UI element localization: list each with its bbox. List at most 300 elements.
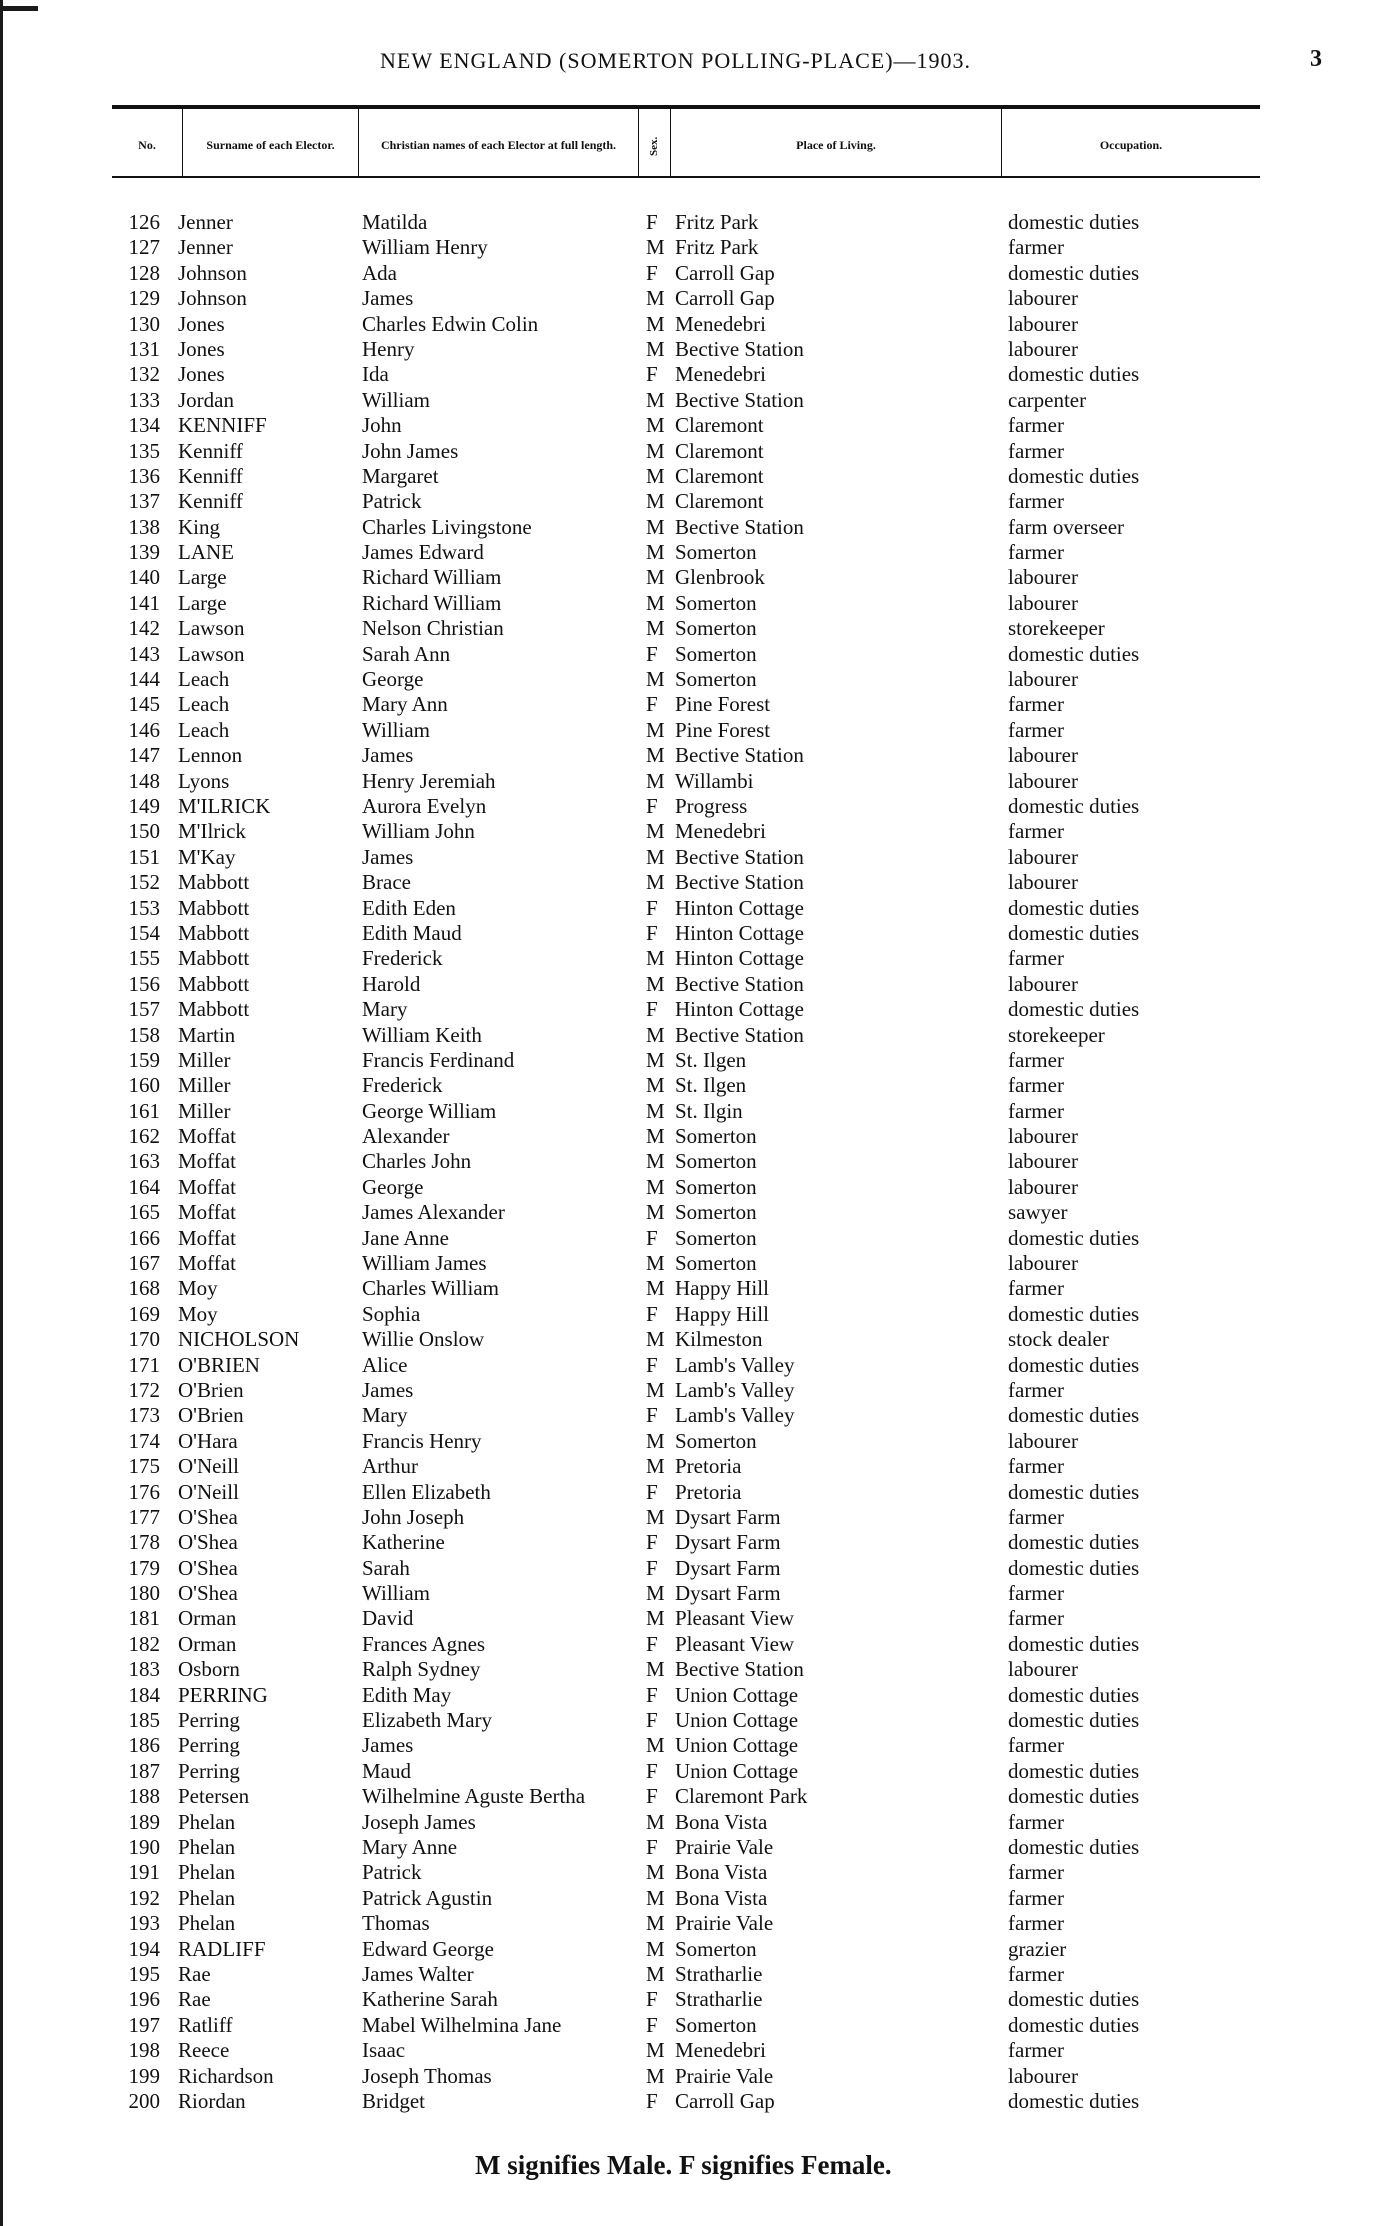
elector-occupation: farmer bbox=[1008, 1504, 1064, 1529]
elector-sex: F bbox=[646, 362, 658, 387]
elector-sex: M bbox=[646, 1327, 665, 1352]
elector-place-of-living: Dysart Farm bbox=[675, 1555, 781, 1580]
elector-place-of-living: Somerton bbox=[675, 590, 757, 615]
elector-occupation: domestic duties bbox=[1008, 1758, 1140, 1783]
elector-number: 184 bbox=[128, 1682, 160, 1707]
elector-place-of-living: Hinton Cottage bbox=[675, 946, 804, 971]
elector-christian-names: James bbox=[362, 286, 414, 311]
elector-row bbox=[0, 1632, 1382, 1657]
elector-number: 168 bbox=[128, 1276, 160, 1301]
elector-occupation: domestic duties bbox=[1008, 260, 1140, 285]
elector-sex: M bbox=[646, 971, 665, 996]
elector-sex: M bbox=[646, 463, 665, 488]
elector-place-of-living: Bective Station bbox=[675, 844, 804, 869]
elector-surname: Leach bbox=[178, 717, 230, 742]
elector-row bbox=[0, 1175, 1382, 1200]
elector-occupation: domestic duties bbox=[1008, 1708, 1140, 1733]
elector-surname: M'Kay bbox=[178, 844, 236, 869]
elector-place-of-living: Menedebri bbox=[675, 311, 766, 336]
elector-occupation: farmer bbox=[1008, 1047, 1064, 1072]
elector-number: 162 bbox=[128, 1124, 160, 1149]
elector-row bbox=[0, 1962, 1382, 1987]
elector-occupation: farmer bbox=[1008, 1733, 1064, 1758]
elector-christian-names: Isaac bbox=[362, 2038, 406, 2063]
elector-occupation: labourer bbox=[1008, 286, 1078, 311]
elector-number: 133 bbox=[128, 387, 160, 412]
elector-occupation: farmer bbox=[1008, 1885, 1064, 1910]
elector-christian-names: Mabel Wilhelmina Jane bbox=[362, 2012, 562, 2037]
elector-row bbox=[0, 870, 1382, 895]
elector-christian-names: Edith May bbox=[362, 1682, 452, 1707]
elector-row bbox=[0, 616, 1382, 641]
elector-occupation: domestic duties bbox=[1008, 793, 1140, 818]
elector-occupation: domestic duties bbox=[1008, 895, 1140, 920]
elector-surname: O'Shea bbox=[178, 1530, 238, 1555]
elector-christian-names: William Keith bbox=[362, 1022, 482, 1047]
elector-row bbox=[0, 1683, 1382, 1708]
elector-occupation: labourer bbox=[1008, 1124, 1078, 1149]
col-header-occupation: Occupation. bbox=[1099, 137, 1163, 152]
elector-place-of-living: Happy Hill bbox=[675, 1301, 769, 1326]
elector-row bbox=[0, 972, 1382, 997]
elector-sex: M bbox=[646, 235, 665, 260]
elector-row bbox=[0, 362, 1382, 387]
elector-place-of-living: Bona Vista bbox=[675, 1860, 768, 1885]
elector-place-of-living: Hinton Cottage bbox=[675, 895, 804, 920]
elector-surname: O'Shea bbox=[178, 1555, 238, 1580]
elector-number: 147 bbox=[128, 743, 160, 768]
elector-row bbox=[0, 591, 1382, 616]
elector-number: 198 bbox=[128, 2038, 160, 2063]
elector-place-of-living: Claremont bbox=[675, 489, 764, 514]
elector-row bbox=[0, 921, 1382, 946]
elector-number: 154 bbox=[128, 920, 160, 945]
elector-surname: M'Ilrick bbox=[178, 819, 246, 844]
elector-row bbox=[0, 1480, 1382, 1505]
elector-sex: F bbox=[646, 1758, 658, 1783]
elector-christian-names: Henry Jeremiah bbox=[362, 768, 496, 793]
elector-place-of-living: Union Cottage bbox=[675, 1708, 799, 1733]
elector-row bbox=[0, 1530, 1382, 1555]
elector-surname: Riordan bbox=[178, 2088, 246, 2113]
elector-number: 139 bbox=[128, 540, 160, 565]
elector-christian-names: William bbox=[362, 387, 430, 412]
elector-christian-names: Maud bbox=[362, 1758, 411, 1783]
elector-place-of-living: Union Cottage bbox=[675, 1758, 799, 1783]
elector-sex: M bbox=[646, 819, 665, 844]
elector-number: 176 bbox=[128, 1479, 160, 1504]
elector-place-of-living: Carroll Gap bbox=[675, 286, 775, 311]
elector-row bbox=[0, 1276, 1382, 1301]
elector-surname: O'Brien bbox=[178, 1377, 244, 1402]
elector-number: 128 bbox=[128, 260, 160, 285]
elector-occupation: farmer bbox=[1008, 717, 1064, 742]
elector-surname: Moy bbox=[178, 1301, 218, 1326]
elector-row bbox=[0, 1251, 1382, 1276]
elector-sex: F bbox=[646, 793, 658, 818]
elector-sex: F bbox=[646, 1555, 658, 1580]
elector-occupation: labourer bbox=[1008, 1174, 1078, 1199]
elector-occupation: farmer bbox=[1008, 1911, 1064, 1936]
elector-sex: M bbox=[646, 1936, 665, 1961]
elector-surname: Phelan bbox=[178, 1809, 236, 1834]
elector-number: 157 bbox=[128, 997, 160, 1022]
elector-place-of-living: Carroll Gap bbox=[675, 2088, 775, 2113]
elector-christian-names: Sarah Ann bbox=[362, 641, 451, 666]
elector-christian-names: John bbox=[362, 413, 402, 438]
elector-sex: F bbox=[646, 1403, 658, 1428]
elector-occupation: farmer bbox=[1008, 1606, 1064, 1631]
elector-surname: Phelan bbox=[178, 1835, 236, 1859]
elector-surname: Moffat bbox=[178, 1174, 236, 1199]
elector-sex: M bbox=[646, 387, 665, 412]
elector-number: 171 bbox=[128, 1352, 160, 1377]
elector-christian-names: Harold bbox=[362, 971, 421, 996]
elector-place-of-living: Bective Station bbox=[675, 336, 804, 361]
elector-occupation: farmer bbox=[1008, 235, 1064, 260]
elector-place-of-living: Somerton bbox=[675, 1124, 757, 1149]
elector-christian-names: Mary Ann bbox=[362, 692, 448, 717]
elector-surname: Moffat bbox=[178, 1225, 236, 1250]
elector-sex: M bbox=[646, 616, 665, 641]
elector-surname: Mabbott bbox=[178, 946, 250, 971]
elector-christian-names: John James bbox=[362, 438, 459, 463]
elector-place-of-living: Somerton bbox=[675, 2012, 757, 2037]
elector-occupation: farmer bbox=[1008, 540, 1064, 565]
elector-place-of-living: Hinton Cottage bbox=[675, 920, 804, 945]
elector-christian-names: Frederick bbox=[362, 946, 443, 971]
elector-christian-names: James Edward bbox=[362, 540, 484, 565]
elector-christian-names: Jane Anne bbox=[362, 1225, 449, 1250]
elector-sex: M bbox=[646, 743, 665, 768]
elector-number: 156 bbox=[128, 971, 160, 996]
elector-sex: F bbox=[646, 641, 658, 666]
elector-place-of-living: Bective Station bbox=[675, 387, 804, 412]
elector-surname: Petersen bbox=[178, 1784, 250, 1809]
elector-row bbox=[0, 1505, 1382, 1530]
elector-surname: Moffat bbox=[178, 1200, 236, 1225]
elector-number: 137 bbox=[128, 489, 160, 514]
elector-row bbox=[0, 1378, 1382, 1403]
elector-place-of-living: Bona Vista bbox=[675, 1809, 768, 1834]
elector-surname: Phelan bbox=[178, 1885, 236, 1910]
elector-place-of-living: Claremont bbox=[675, 438, 764, 463]
elector-christian-names: Patrick bbox=[362, 1860, 422, 1885]
elector-occupation: farmer bbox=[1008, 438, 1064, 463]
elector-sex: M bbox=[646, 565, 665, 590]
elector-occupation: labourer bbox=[1008, 2063, 1078, 2088]
elector-christian-names: Willie Onslow bbox=[362, 1327, 485, 1352]
elector-sex: M bbox=[646, 1098, 665, 1123]
elector-row bbox=[0, 1835, 1382, 1860]
elector-row bbox=[0, 1048, 1382, 1073]
elector-christian-names: David bbox=[362, 1606, 414, 1631]
elector-surname: Perring bbox=[178, 1733, 240, 1758]
elector-place-of-living: Dysart Farm bbox=[675, 1530, 781, 1555]
elector-place-of-living: Somerton bbox=[675, 1936, 757, 1961]
elector-place-of-living: Somerton bbox=[675, 667, 757, 692]
elector-place-of-living: Claremont bbox=[675, 463, 764, 488]
elector-surname: NICHOLSON bbox=[178, 1327, 300, 1352]
elector-christian-names: Matilda bbox=[362, 210, 428, 234]
elector-occupation: farmer bbox=[1008, 1860, 1064, 1885]
elector-occupation: grazier bbox=[1008, 1936, 1067, 1961]
elector-number: 189 bbox=[128, 1809, 160, 1834]
elector-occupation: domestic duties bbox=[1008, 920, 1140, 945]
elector-occupation: domestic duties bbox=[1008, 1530, 1140, 1555]
elector-occupation: sawyer bbox=[1008, 1200, 1068, 1225]
elector-surname: Rae bbox=[178, 1961, 211, 1986]
elector-christian-names: Mary bbox=[362, 1403, 408, 1428]
elector-sex: F bbox=[646, 920, 658, 945]
elector-surname: M'ILRICK bbox=[178, 793, 271, 818]
elector-number: 155 bbox=[128, 946, 160, 971]
elector-number: 144 bbox=[128, 667, 160, 692]
elector-sex: M bbox=[646, 667, 665, 692]
elector-occupation: domestic duties bbox=[1008, 1352, 1140, 1377]
elector-number: 169 bbox=[128, 1301, 160, 1326]
elector-christian-names: Margaret bbox=[362, 463, 439, 488]
elector-christian-names: Mary bbox=[362, 997, 408, 1022]
elector-number: 158 bbox=[128, 1022, 160, 1047]
elector-list bbox=[0, 210, 1382, 2114]
elector-row bbox=[0, 515, 1382, 540]
elector-row bbox=[0, 2038, 1382, 2063]
elector-sex: M bbox=[646, 413, 665, 438]
elector-sex: F bbox=[646, 1682, 658, 1707]
elector-occupation: farm overseer bbox=[1008, 514, 1125, 539]
elector-surname: Leach bbox=[178, 692, 230, 717]
elector-place-of-living: Kilmeston bbox=[675, 1327, 763, 1352]
elector-place-of-living: Pine Forest bbox=[675, 717, 771, 742]
elector-surname: Perring bbox=[178, 1708, 240, 1733]
elector-sex: M bbox=[646, 1504, 665, 1529]
elector-row bbox=[0, 261, 1382, 286]
col-header-sex: Sex. bbox=[648, 136, 660, 156]
elector-number: 181 bbox=[128, 1606, 160, 1631]
elector-sex: F bbox=[646, 997, 658, 1022]
elector-place-of-living: Stratharlie bbox=[675, 1987, 763, 2012]
elector-sex: M bbox=[646, 590, 665, 615]
elector-sex: M bbox=[646, 1428, 665, 1453]
elector-surname: Mabbott bbox=[178, 870, 250, 895]
elector-occupation: domestic duties bbox=[1008, 1784, 1140, 1809]
elector-number: 174 bbox=[128, 1428, 160, 1453]
elector-row bbox=[0, 388, 1382, 413]
elector-number: 141 bbox=[128, 590, 160, 615]
elector-number: 178 bbox=[128, 1530, 160, 1555]
elector-number: 131 bbox=[128, 336, 160, 361]
elector-occupation: stock dealer bbox=[1008, 1327, 1109, 1352]
elector-surname: Miller bbox=[178, 1047, 231, 1072]
elector-surname: Mabbott bbox=[178, 997, 250, 1022]
elector-sex: M bbox=[646, 946, 665, 971]
elector-number: 134 bbox=[128, 413, 160, 438]
col-header-no: No. bbox=[138, 137, 156, 152]
elector-row bbox=[0, 565, 1382, 590]
elector-place-of-living: Pine Forest bbox=[675, 692, 771, 717]
elector-occupation: storekeeper bbox=[1008, 616, 1105, 641]
elector-place-of-living: Somerton bbox=[675, 1200, 757, 1225]
elector-christian-names: Ida bbox=[362, 362, 389, 387]
elector-surname: PERRING bbox=[178, 1682, 268, 1707]
col-header-place: Place of Living. bbox=[796, 137, 876, 152]
elector-sex: M bbox=[646, 768, 665, 793]
elector-sex: M bbox=[646, 1047, 665, 1072]
elector-occupation: farmer bbox=[1008, 1276, 1064, 1301]
elector-surname: Mabbott bbox=[178, 920, 250, 945]
elector-surname: King bbox=[178, 514, 220, 539]
elector-row bbox=[0, 2064, 1382, 2089]
elector-row bbox=[0, 235, 1382, 260]
elector-surname: KENNIFF bbox=[178, 413, 267, 438]
elector-surname: Moffat bbox=[178, 1124, 236, 1149]
elector-christian-names: Alexander bbox=[362, 1124, 450, 1149]
elector-occupation: labourer bbox=[1008, 971, 1078, 996]
elector-surname: Jenner bbox=[178, 210, 233, 234]
elector-place-of-living: St. Ilgin bbox=[675, 1098, 743, 1123]
elector-surname: Johnson bbox=[178, 260, 247, 285]
elector-row bbox=[0, 1353, 1382, 1378]
elector-occupation: labourer bbox=[1008, 1251, 1078, 1276]
elector-place-of-living: Somerton bbox=[675, 540, 757, 565]
elector-row bbox=[0, 1911, 1382, 1936]
elector-surname: Lawson bbox=[178, 616, 245, 641]
elector-sex: M bbox=[646, 1124, 665, 1149]
elector-christian-names: Mary Anne bbox=[362, 1835, 458, 1859]
elector-sex: M bbox=[646, 1251, 665, 1276]
elector-place-of-living: Bective Station bbox=[675, 870, 804, 895]
elector-surname: Martin bbox=[178, 1022, 236, 1047]
elector-place-of-living: Somerton bbox=[675, 616, 757, 641]
elector-surname: LANE bbox=[178, 540, 234, 565]
elector-number: 146 bbox=[128, 717, 160, 742]
elector-sex: M bbox=[646, 844, 665, 869]
elector-occupation: labourer bbox=[1008, 1149, 1078, 1174]
elector-christian-names: John Joseph bbox=[362, 1504, 465, 1529]
elector-number: 192 bbox=[128, 1885, 160, 1910]
elector-row bbox=[0, 2013, 1382, 2038]
elector-place-of-living: Dysart Farm bbox=[675, 1581, 781, 1606]
elector-surname: Lennon bbox=[178, 743, 243, 768]
elector-row bbox=[0, 2089, 1382, 2114]
elector-occupation: domestic duties bbox=[1008, 2088, 1140, 2113]
elector-row bbox=[0, 1657, 1382, 1682]
elector-christian-names: James bbox=[362, 1733, 414, 1758]
elector-place-of-living: Hinton Cottage bbox=[675, 997, 804, 1022]
elector-occupation: labourer bbox=[1008, 667, 1078, 692]
elector-christian-names: Aurora Evelyn bbox=[362, 793, 487, 818]
elector-sex: M bbox=[646, 1860, 665, 1885]
elector-surname: Rae bbox=[178, 1987, 211, 2012]
elector-sex: F bbox=[646, 1708, 658, 1733]
elector-sex: F bbox=[646, 2012, 658, 2037]
elector-christian-names: Wilhelmine Aguste Bertha bbox=[362, 1784, 586, 1809]
elector-sex: M bbox=[646, 540, 665, 565]
elector-sex: M bbox=[646, 1022, 665, 1047]
elector-sex: M bbox=[646, 1377, 665, 1402]
elector-row bbox=[0, 845, 1382, 870]
elector-place-of-living: Lamb's Valley bbox=[675, 1377, 795, 1402]
elector-row bbox=[0, 312, 1382, 337]
elector-surname: Mabbott bbox=[178, 895, 250, 920]
elector-occupation: farmer bbox=[1008, 1377, 1064, 1402]
elector-sex: F bbox=[646, 1835, 658, 1859]
elector-occupation: farmer bbox=[1008, 413, 1064, 438]
elector-surname: Lyons bbox=[178, 768, 230, 793]
elector-christian-names: Nelson Christian bbox=[362, 616, 504, 641]
elector-occupation: labourer bbox=[1008, 1657, 1078, 1682]
elector-number: 150 bbox=[128, 819, 160, 844]
elector-number: 200 bbox=[128, 2088, 160, 2113]
elector-row bbox=[0, 1403, 1382, 1428]
elector-surname: Ratliff bbox=[178, 2012, 233, 2037]
elector-place-of-living: Fritz Park bbox=[675, 235, 759, 260]
elector-christian-names: Charles William bbox=[362, 1276, 499, 1301]
elector-occupation: domestic duties bbox=[1008, 997, 1140, 1022]
elector-number: 136 bbox=[128, 463, 160, 488]
page-number: 3 bbox=[1310, 46, 1322, 72]
elector-sex: F bbox=[646, 2088, 658, 2113]
elector-sex: M bbox=[646, 489, 665, 514]
elector-surname: Large bbox=[178, 590, 227, 615]
elector-christian-names: James Walter bbox=[362, 1961, 474, 1986]
elector-christian-names: William bbox=[362, 1581, 430, 1606]
elector-number: 143 bbox=[128, 641, 160, 666]
elector-surname: Moy bbox=[178, 1276, 218, 1301]
elector-sex: M bbox=[646, 286, 665, 311]
elector-number: 161 bbox=[128, 1098, 160, 1123]
col-header-christian: Christian names of each Elector at full length. bbox=[380, 137, 617, 152]
elector-place-of-living: Somerton bbox=[675, 641, 757, 666]
elector-place-of-living: Somerton bbox=[675, 1225, 757, 1250]
elector-row bbox=[0, 439, 1382, 464]
elector-row bbox=[0, 1099, 1382, 1124]
elector-number: 138 bbox=[128, 514, 160, 539]
elector-row bbox=[0, 413, 1382, 438]
elector-christian-names: Katherine bbox=[362, 1530, 445, 1555]
col-divider bbox=[638, 109, 639, 176]
elector-christian-names: Francis Henry bbox=[362, 1428, 482, 1453]
elector-surname: O'Hara bbox=[178, 1428, 238, 1453]
elector-occupation: labourer bbox=[1008, 743, 1078, 768]
elector-christian-names: Charles Edwin Colin bbox=[362, 311, 539, 336]
elector-place-of-living: Bective Station bbox=[675, 743, 804, 768]
elector-christian-names: William Henry bbox=[362, 235, 488, 260]
elector-sex: F bbox=[646, 1784, 658, 1809]
elector-row bbox=[0, 1860, 1382, 1885]
elector-number: 148 bbox=[128, 768, 160, 793]
elector-row bbox=[0, 743, 1382, 768]
elector-number: 129 bbox=[128, 286, 160, 311]
elector-place-of-living: Pretoria bbox=[675, 1479, 742, 1504]
elector-christian-names: William James bbox=[362, 1251, 487, 1276]
elector-christian-names: William bbox=[362, 717, 430, 742]
elector-number: 140 bbox=[128, 565, 160, 590]
elector-place-of-living: Fritz Park bbox=[675, 210, 759, 234]
elector-christian-names: George William bbox=[362, 1098, 497, 1123]
elector-row bbox=[0, 1784, 1382, 1809]
header-bottom-rule bbox=[112, 176, 1260, 178]
elector-surname: Jones bbox=[178, 311, 225, 336]
elector-sex: M bbox=[646, 336, 665, 361]
elector-occupation: farmer bbox=[1008, 1454, 1064, 1479]
elector-place-of-living: Menedebri bbox=[675, 819, 766, 844]
elector-surname: Johnson bbox=[178, 286, 247, 311]
elector-occupation: domestic duties bbox=[1008, 641, 1140, 666]
elector-christian-names: Edith Eden bbox=[362, 895, 456, 920]
elector-number: 126 bbox=[128, 210, 160, 234]
